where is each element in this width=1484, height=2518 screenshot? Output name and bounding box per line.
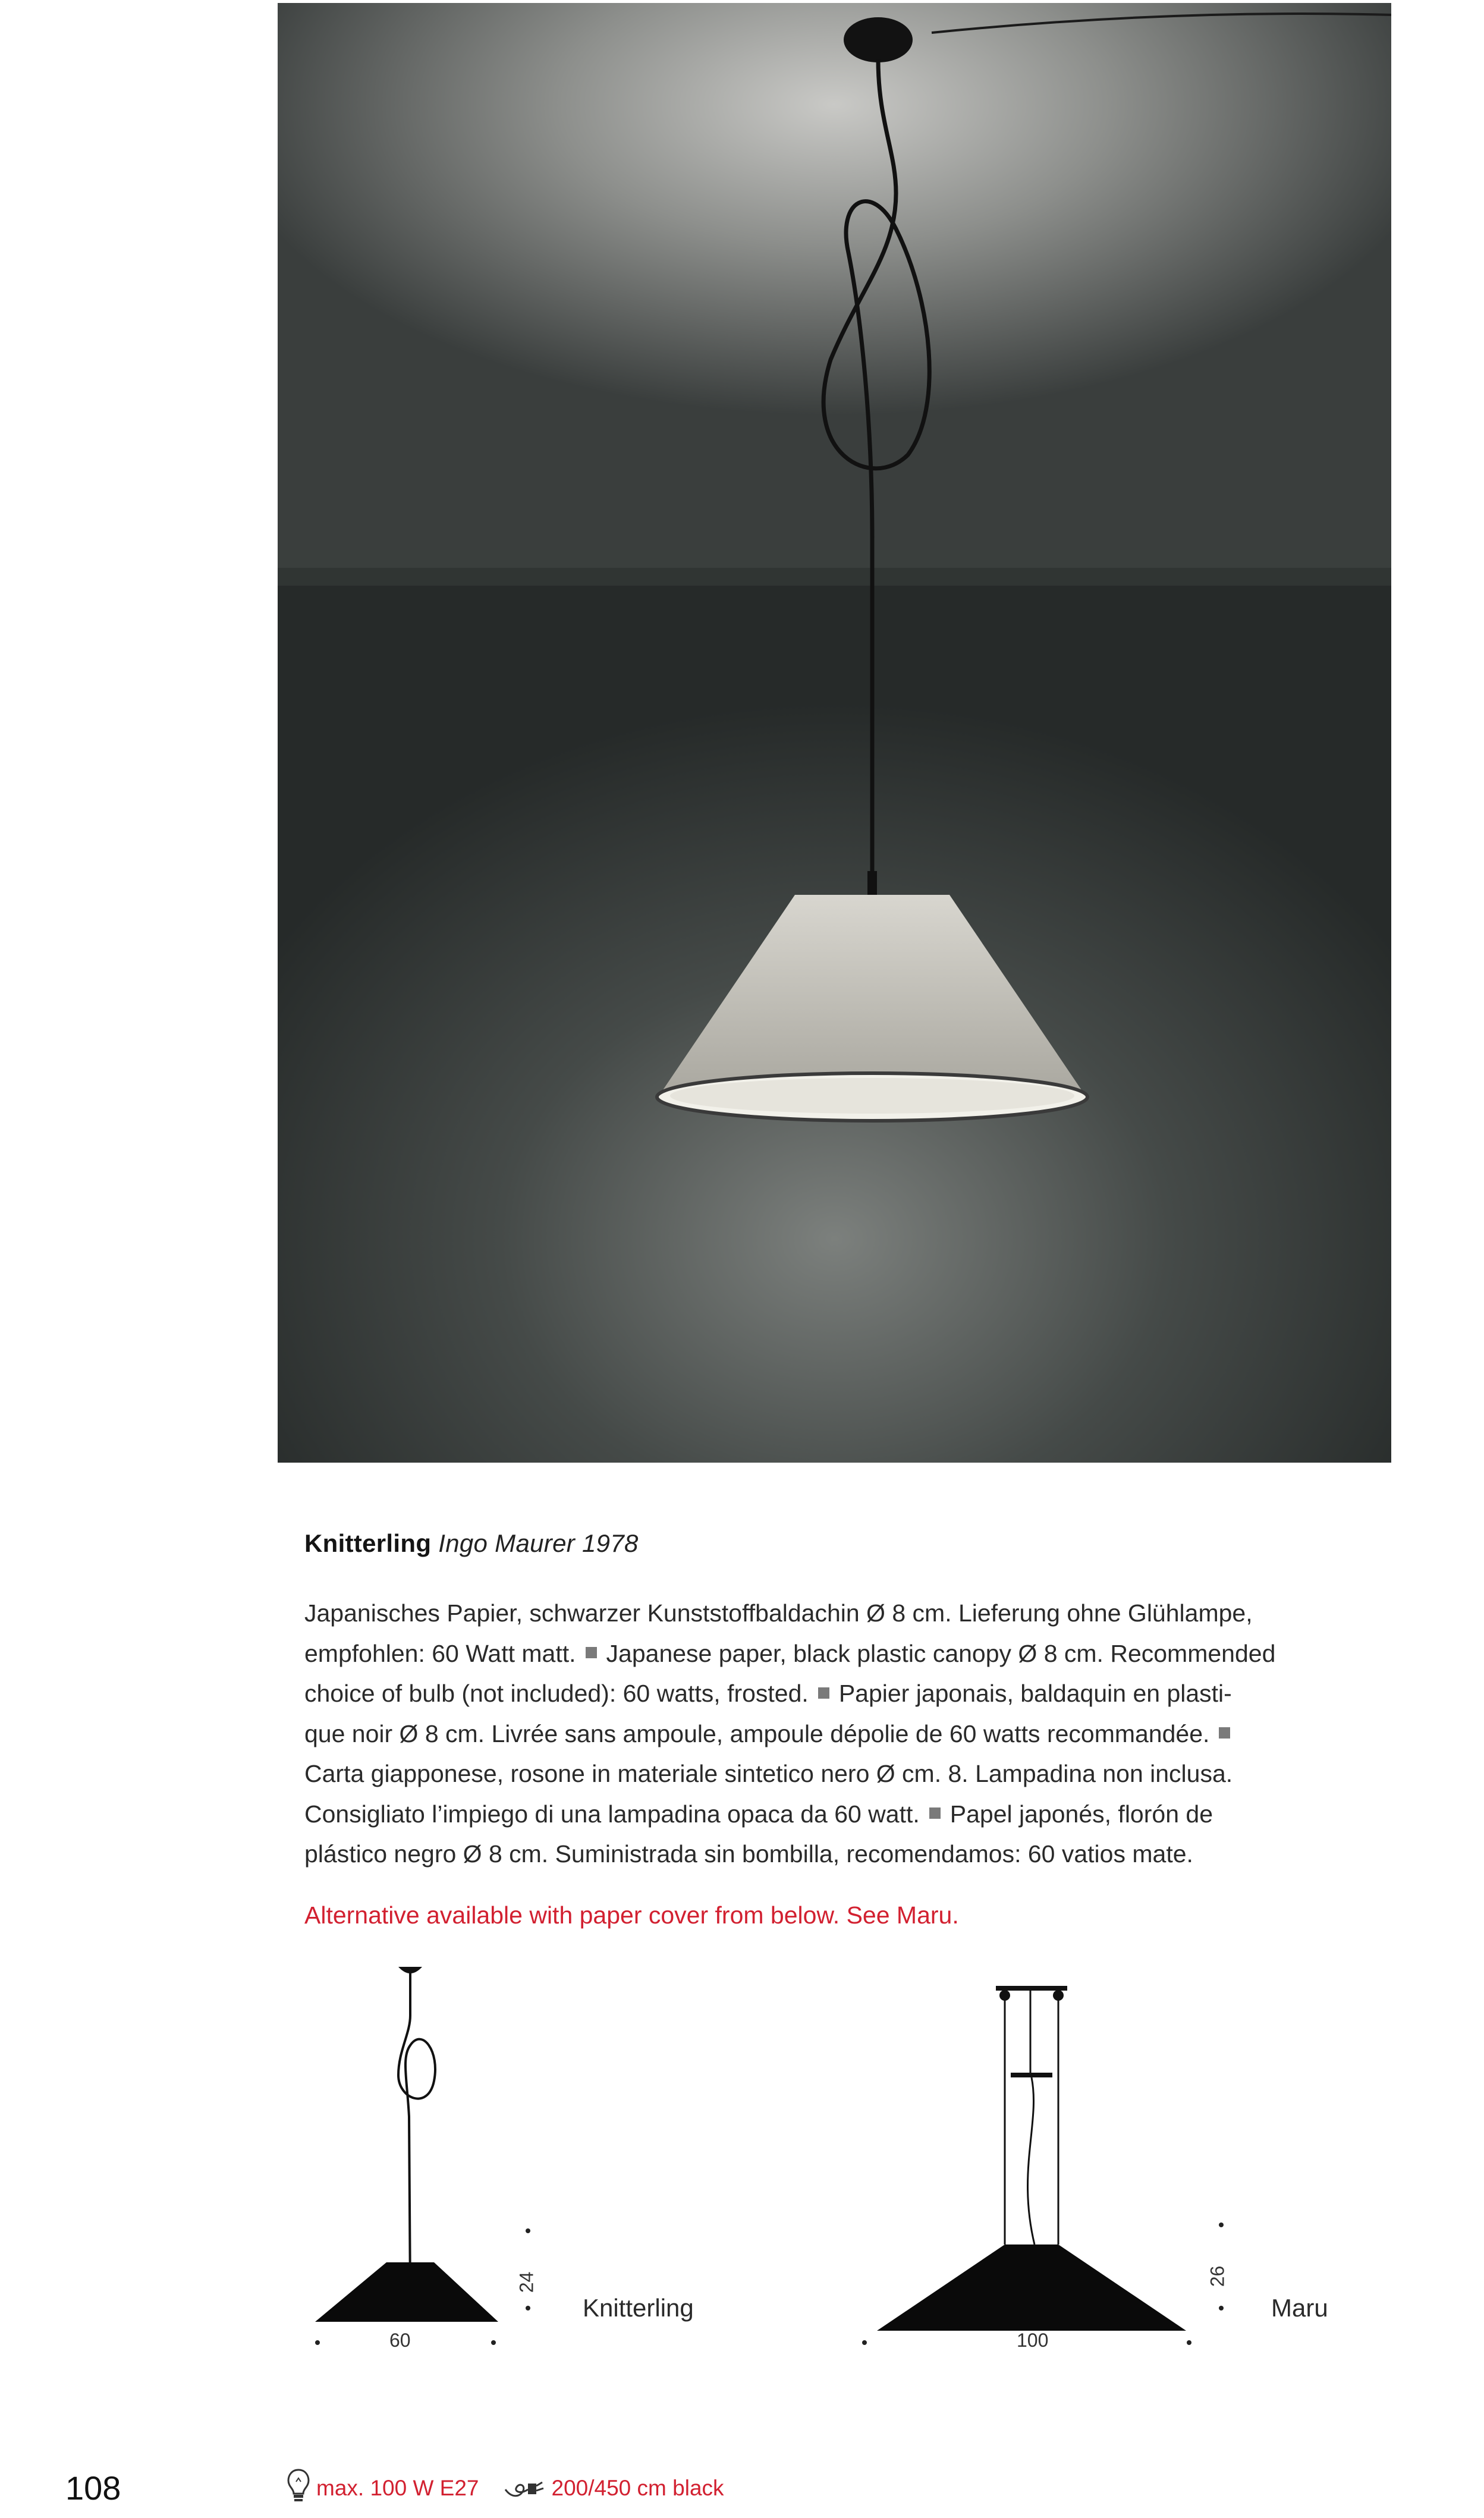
- maru-width: 100: [1017, 2330, 1049, 2351]
- product-name: Knitterling: [304, 1529, 432, 1557]
- bulb-spec: max. 100 W E27: [316, 2476, 479, 2500]
- dimension-dot: [862, 2340, 867, 2345]
- alternative-note: Alternative available with paper cover from below. See Maru.: [304, 1901, 959, 1929]
- dimension-dot: [491, 2340, 496, 2345]
- bullet-square-icon: [929, 1807, 941, 1819]
- spec-line: [287, 2467, 724, 2509]
- knitterling-height: 24: [515, 2271, 537, 2293]
- desc-line: Carta giapponese, rosone in materiale sintetico nero Ø cm. 8. Lampadina non inclusa.: [304, 1760, 1233, 1787]
- product-title: [304, 1529, 639, 1558]
- cable-spec: 200/450 cm black: [551, 2476, 724, 2500]
- desc-line: choice of bulb (not included): 60 watts, frosted. Papier japonais, baldaquin en plasti-: [304, 1680, 1232, 1707]
- cable-plug-icon: [503, 2472, 546, 2506]
- page-number: 108: [65, 2469, 121, 2507]
- dimension-dot: [526, 2306, 530, 2310]
- bulb-icon: [287, 2467, 310, 2510]
- product-description: [304, 1593, 1327, 1875]
- product-year: 1978: [582, 1529, 639, 1557]
- dimension-dot: [1219, 2222, 1224, 2227]
- dimension-dot: [526, 2228, 530, 2233]
- desc-line: plástico negro Ø 8 cm. Suministrada sin bombilla, recomendamos: 60 vatios mate.: [304, 1840, 1193, 1868]
- desc-line: empfohlen: 60 Watt matt. Japanese paper, black plastic canopy Ø 8 cm. Recommended: [304, 1639, 1276, 1667]
- dimension-dot: [1219, 2306, 1224, 2310]
- bullet-square-icon: [818, 1687, 829, 1699]
- knitterling-label: Knitterling: [583, 2294, 694, 2322]
- maru-drawing: [862, 1980, 1195, 2337]
- product-photo: [278, 3, 1391, 1463]
- dimension-dot: [315, 2340, 320, 2345]
- knitterling-width: 60: [389, 2330, 411, 2351]
- bullet-square-icon: [1219, 1727, 1230, 1739]
- maru-label: Maru: [1271, 2294, 1328, 2322]
- maru-height: 26: [1206, 2265, 1228, 2287]
- knitterling-drawing: [309, 1962, 511, 2343]
- bullet-square-icon: [586, 1647, 597, 1658]
- product-designer: Ingo Maurer: [438, 1529, 576, 1557]
- dimension-dot: [1187, 2340, 1191, 2345]
- desc-line: Consigliato l’impiego di una lampadina opaca da 60 watt. Papel japonés, florón de: [304, 1800, 1213, 1828]
- pendant-lamp-illustration: [278, 3, 1391, 1463]
- desc-line: Japanisches Papier, schwarzer Kunststoffbaldachin Ø 8 cm. Lieferung ohne Glühlampe,: [304, 1599, 1253, 1627]
- desc-line: que noir Ø 8 cm. Livrée sans ampoule, ampoule dépolie de 60 watts recommandée.: [304, 1714, 1327, 1755]
